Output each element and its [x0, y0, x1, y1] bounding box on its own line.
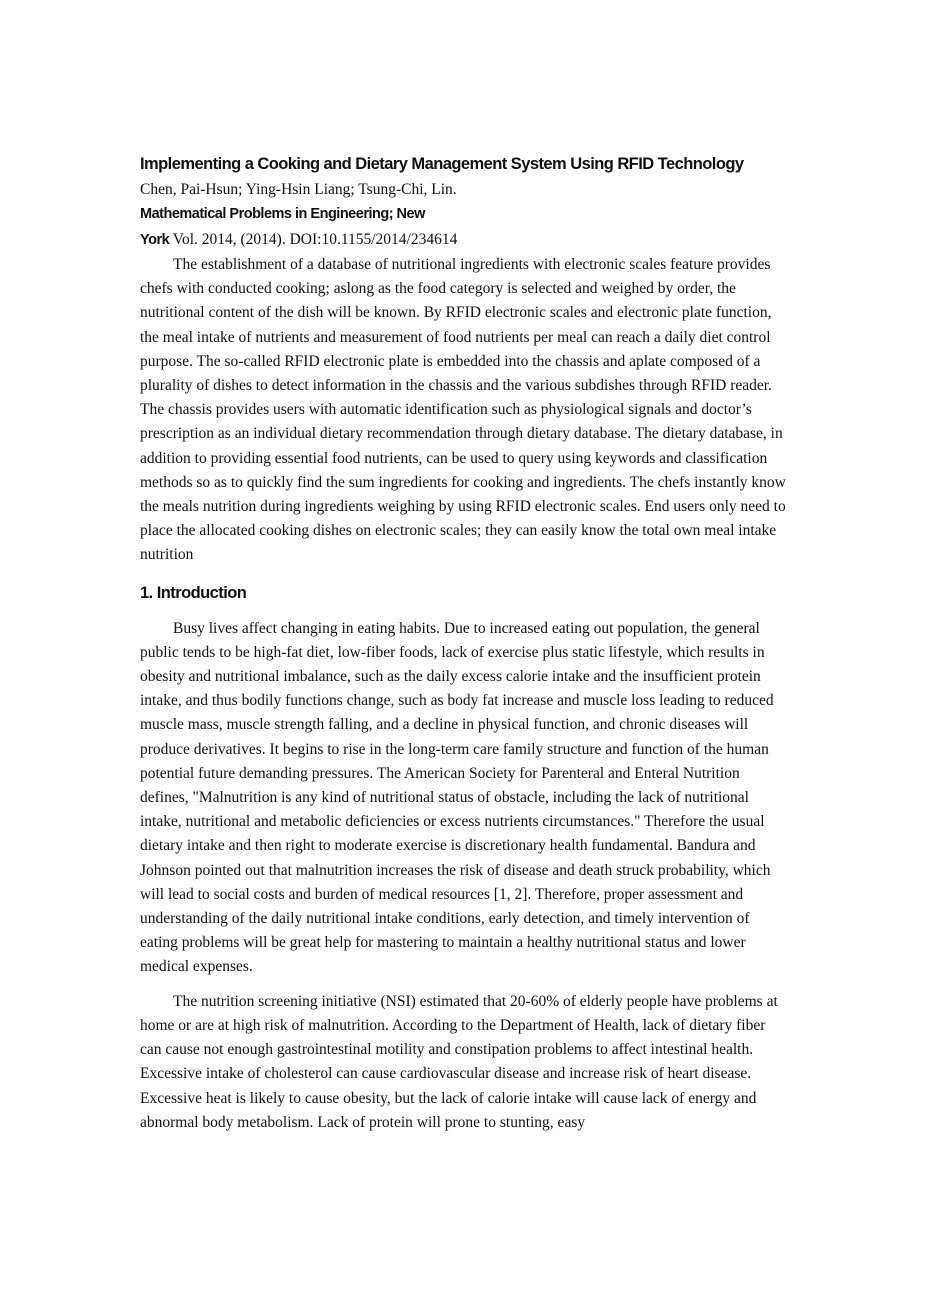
journal-place: York [140, 232, 170, 248]
intro-paragraph-2: The nutrition screening initiative (NSI) estimated that 20-60% of elderly people have problems at home or are at high risk of malnutrition. According to the Department of Health, lack of dietary fiber can cause not enough gastrointestinal motility and constipation problems to affect intestinal health. Excessive intake of cholesterol can cause cardiovascular disease and increase risk of heart disease. Excessive heat is likely to cause obesity, but the lack of calorie intake will cause lack of energy and abnormal body metabolism. Lack of protein will prone to stunting, easy [140, 992, 778, 1131]
citation-details: Vol. 2014, (2014). DOI:10.1155/2014/234614 [169, 231, 458, 248]
article-authors: Chen, Pai-Hsun; Ying-Hsin Liang; Tsung-Chi, Lin. [140, 181, 457, 198]
journal-name: Mathematical Problems in Engineering; New [140, 206, 425, 222]
article-title: Implementing a Cooking and Dietary Management System Using RFID Technology [140, 155, 744, 173]
section-heading-introduction: 1. Introduction [140, 583, 247, 602]
document-page [140, 152, 788, 1135]
abstract-paragraph: The establishment of a database of nutritional ingredients with electronic scales feature provides chefs with conducted cooking; aslong as the food category is selected and weighed by order, the nutritional content of the dish will be known. By RFID electronic scales and electronic plate function, the meal intake of nutrients and measurement of food nutrients per meal can reach a daily diet control purpose. The so-called RFID electronic plate is embedded into the chassis and aplate composed of a plurality of dishes to detect information in the chassis and the various subdishes through RFID reader. The chassis provides users with automatic identification such as physiological signals and doctor’s prescription as an individual dietary recommendation through dietary database. The dietary database, in addition to providing essential food nutrients, can be used to query using keywords and classification methods so as to quickly find the sum ingredients for cooking and ingredients. The chefs instantly know the meals nutrition during ingredients weighing by using RFID electronic scales. End users only need to place the allocated cooking dishes on electronic scales; they can easily know the total own meal intake nutrition [140, 256, 786, 564]
intro-paragraph-1: Busy lives affect changing in eating habits. Due to increased eating out population, the general public tends to be high-fat diet, low-fiber foods, lack of exercise plus static lifestyle, which results in obesity and nutritional imbalance, such as the daily excess calorie intake and the insufficient protein intake, and thus bodily functions change, such as body fat increase and muscle loss leading to reduced muscle mass, muscle strength falling, and a decline in physical function, and chronic diseases will produce derivatives. It begins to rise in the long-term care family structure and function of the human potential future demanding pressures. The American Society for Parenteral and Enteral Nutrition defines, "Malnutrition is any kind of nutritional status of obstacle, including the lack of nutritional intake, nutritional and metabolic deficiencies or excess nutrients circumstances." Therefore the usual dietary intake and then right to moderate exercise is discretionary health fundamental. Bandura and Johnson pointed out that malnutrition increases the risk of disease and death struck probability, which will lead to social costs and burden of medical resources [1, 2]. Therefore, proper assessment and understanding of the daily nutritional intake conditions, early detection, and timely intervention of eating problems will be great help for mastering to maintain a healthy nutritional status and lower medical expenses. [140, 619, 774, 976]
article-source [140, 202, 788, 253]
